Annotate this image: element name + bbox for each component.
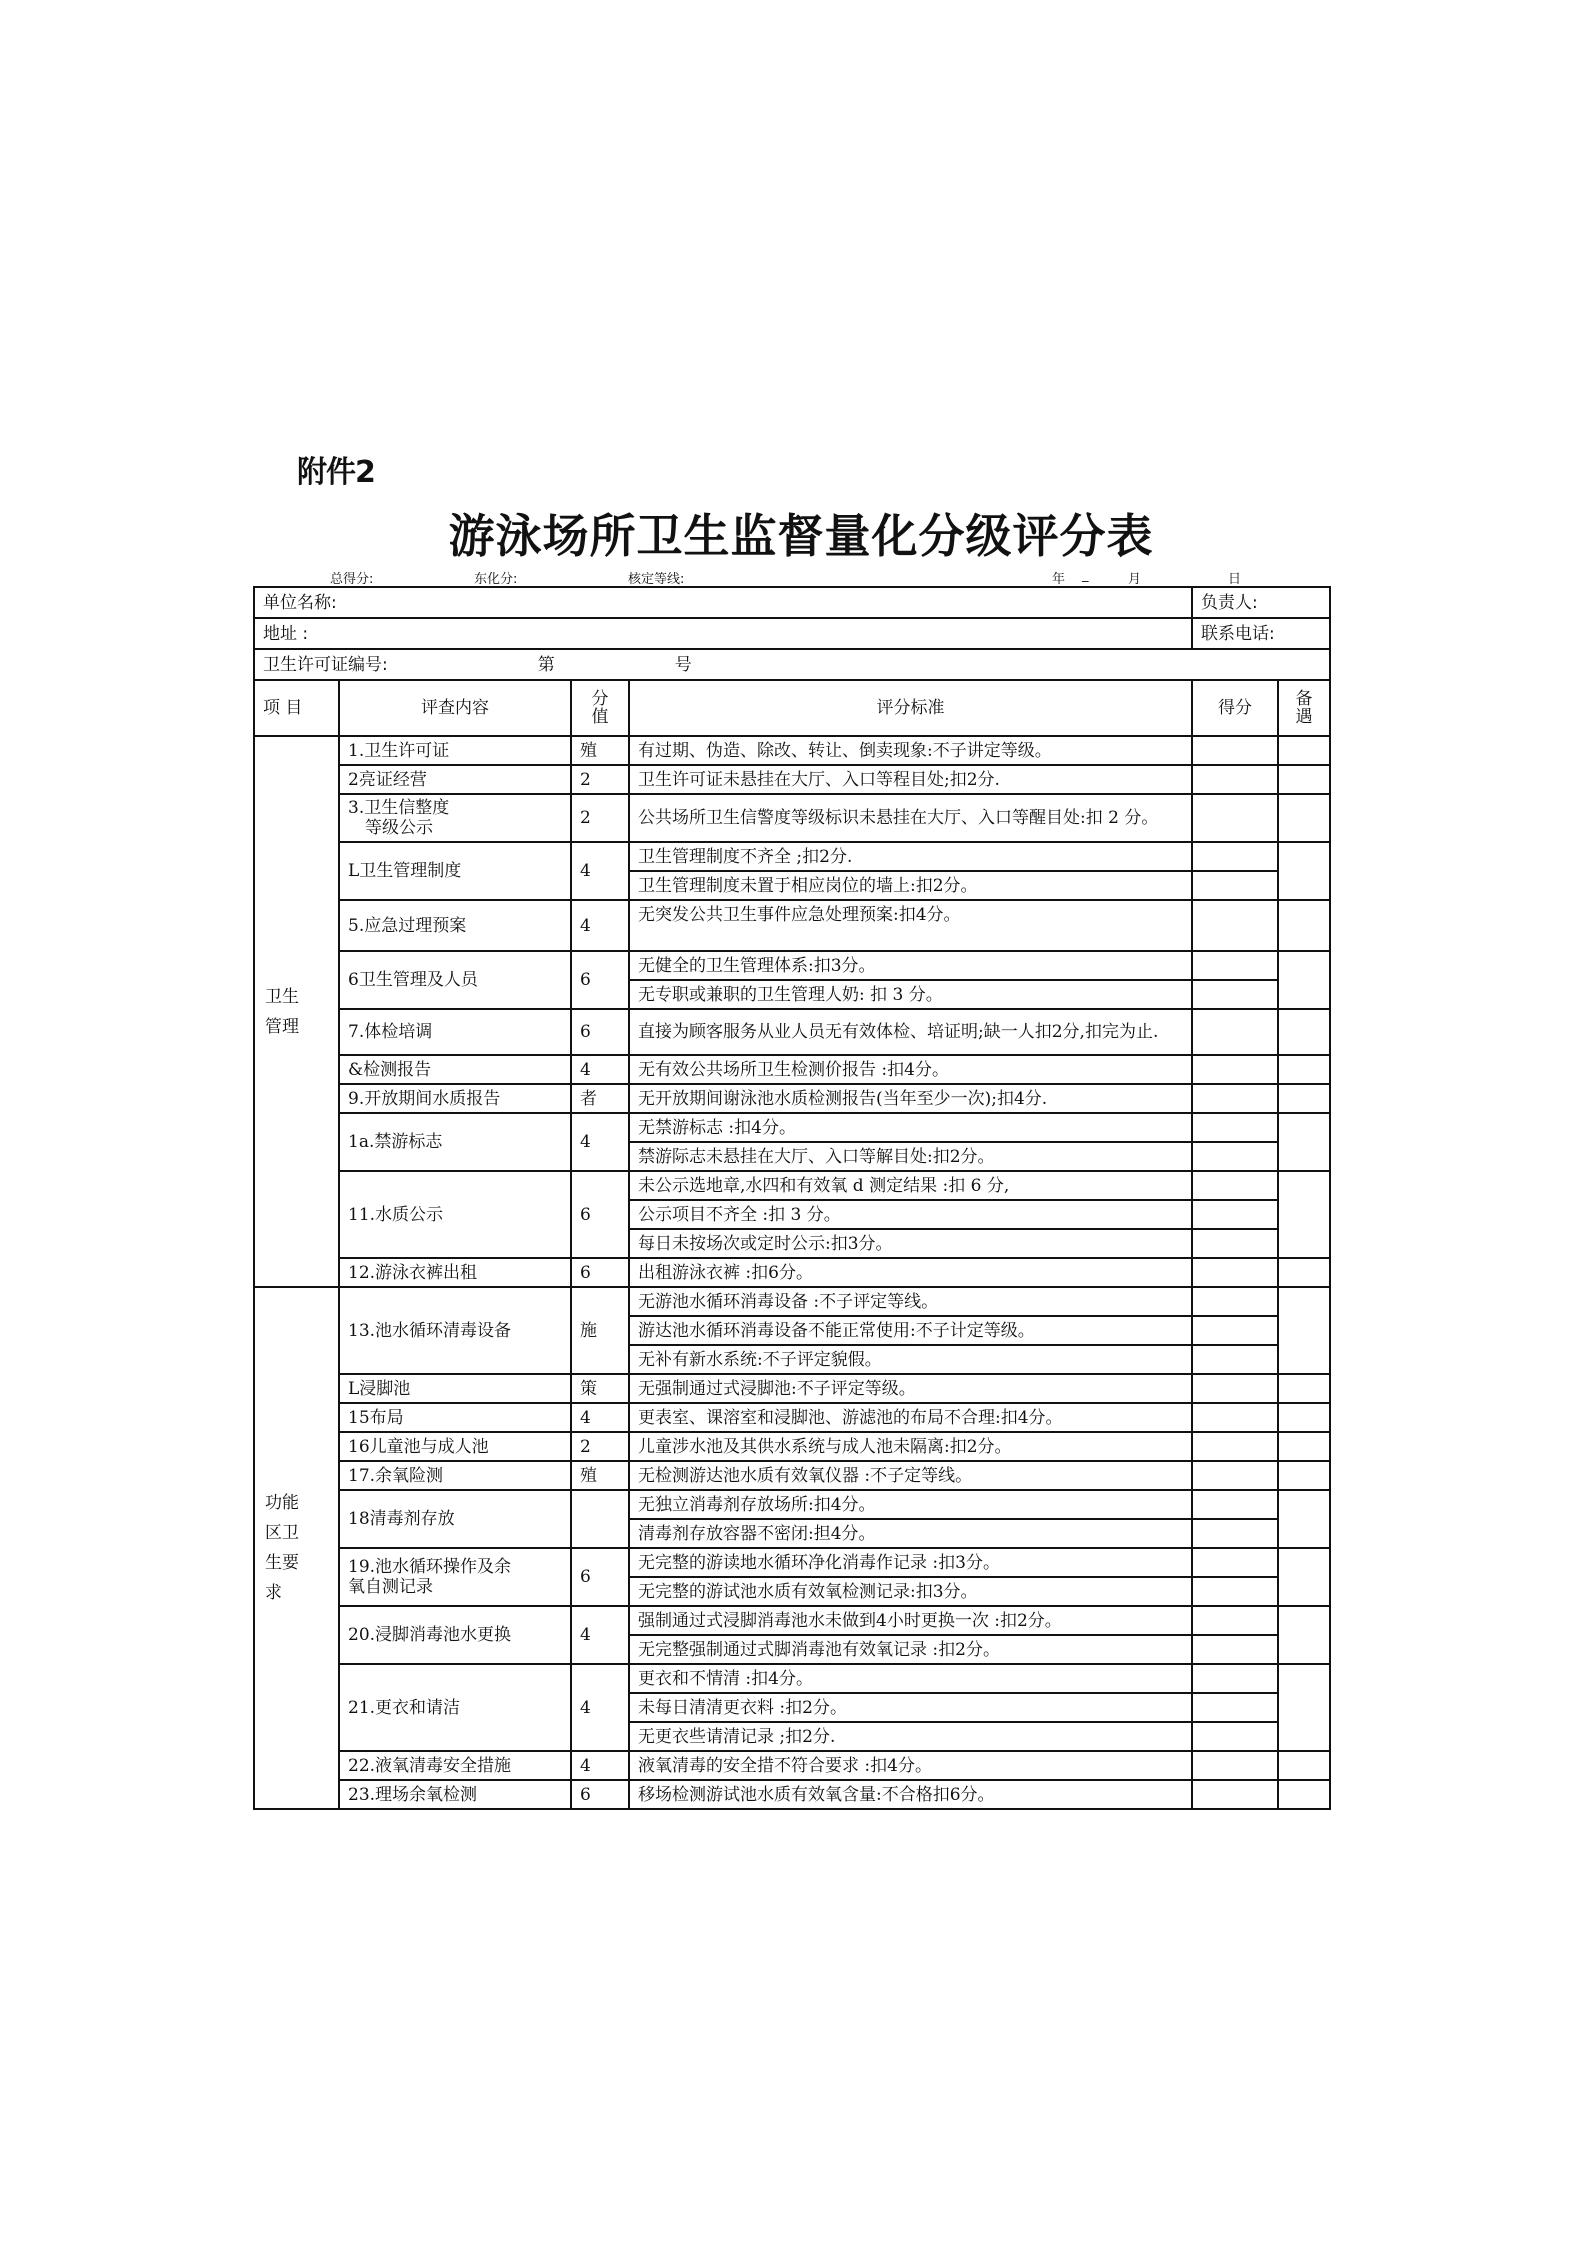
address-field-label: 地址 : xyxy=(263,623,309,644)
criteria-cell: 卫生管理制度未置于相应岗位的墙上:扣2分。 xyxy=(629,871,1192,900)
table-row xyxy=(254,1432,1330,1461)
item-name-line: 3.卫生信整度 xyxy=(348,798,450,818)
item-name: L浸脚池 xyxy=(339,1374,571,1403)
score-input-cell[interactable] xyxy=(1192,1171,1278,1200)
item-name xyxy=(339,794,571,842)
table-row xyxy=(254,1374,1330,1403)
item-value: 4 xyxy=(571,1606,629,1664)
criteria-cell: 卫生管理制度不齐全 ;扣2分. xyxy=(629,842,1192,871)
score-input-cell[interactable] xyxy=(1192,1635,1278,1664)
scoring-table xyxy=(253,586,1331,1810)
criteria-cell: 移场检测游试池水质有效氧含量:不合格扣6分。 xyxy=(629,1780,1192,1809)
score-input-cell[interactable] xyxy=(1192,1374,1278,1403)
item-value: 施 xyxy=(571,1287,629,1374)
item-value: 4 xyxy=(571,1664,629,1751)
criteria-cell: 无健全的卫生管理体系:扣3分。 xyxy=(629,951,1192,980)
item-value: 6 xyxy=(571,1258,629,1287)
month-label: 月 xyxy=(1128,572,1142,587)
remark-cell[interactable] xyxy=(1278,1780,1330,1809)
unit-name-field-label: 单位名称: xyxy=(263,592,337,613)
remark-cell[interactable] xyxy=(1278,1084,1330,1113)
item-value xyxy=(571,1490,629,1548)
table-row xyxy=(254,1548,1330,1577)
table-row xyxy=(254,1258,1330,1287)
score-input-cell[interactable] xyxy=(1192,1432,1278,1461)
item-name: &检测报告 xyxy=(339,1055,571,1084)
criteria-cell: 无补有新水系统:不子评定貌假。 xyxy=(629,1345,1192,1374)
remark-cell[interactable] xyxy=(1278,1287,1330,1374)
remark-cell[interactable] xyxy=(1278,1751,1330,1780)
license-prefix: 第 xyxy=(537,654,555,675)
criteria-cell: 无完整强制通过式脚消毒池有效氧记录 :扣2分。 xyxy=(629,1635,1192,1664)
category-cell xyxy=(254,736,339,1287)
item-name-line: 等级公示 xyxy=(348,818,433,838)
remark-cell[interactable] xyxy=(1278,1548,1330,1606)
criteria-cell: 清毒剂存放容器不密闭:担4分。 xyxy=(629,1519,1192,1548)
table-row xyxy=(254,765,1330,794)
criteria-cell: 公示项目不齐全 :扣 3 分。 xyxy=(629,1200,1192,1229)
header-value-line1: 分 xyxy=(591,689,609,709)
item-name: 9.开放期间水质报告 xyxy=(339,1084,571,1113)
header-remark-line1: 备 xyxy=(1295,689,1313,709)
item-name-line: 氧自测记录 xyxy=(348,1577,433,1597)
criteria-cell: 无检测游达池水质有效氧仪器 :不子定等线。 xyxy=(629,1461,1192,1490)
converted-score-label: 东化分: xyxy=(474,572,518,587)
page-title: 游泳场所卫生监督量化分级评分表 xyxy=(448,509,1154,563)
item-value: 4 xyxy=(571,1751,629,1780)
item-name: 15布局 xyxy=(339,1403,571,1432)
item-name: 2亮证经营 xyxy=(339,765,571,794)
criteria-cell: 儿童涉水池及其供水系统与成人池未隔离:扣2分。 xyxy=(629,1432,1192,1461)
item-name: 1a.禁游标志 xyxy=(339,1113,571,1171)
score-input-cell[interactable] xyxy=(1192,980,1278,1009)
item-name: 21.更衣和请洁 xyxy=(339,1664,571,1751)
score-input-cell[interactable] xyxy=(1192,1009,1278,1055)
table-row xyxy=(254,1461,1330,1490)
criteria-cell: 卫生许可证未悬挂在大厅、入口等程目处;扣2分. xyxy=(629,765,1192,794)
category-label: 功能 xyxy=(265,1493,299,1513)
criteria-cell: 每日未按场次或定时公示:扣3分。 xyxy=(629,1229,1192,1258)
remark-cell[interactable] xyxy=(1278,794,1330,842)
score-input-cell[interactable] xyxy=(1192,1780,1278,1809)
item-value: 2 xyxy=(571,765,629,794)
score-input-cell[interactable] xyxy=(1192,1316,1278,1345)
item-name: 22.液氧清毒安全措施 xyxy=(339,1751,571,1780)
item-name: 18清毒剂存放 xyxy=(339,1490,571,1548)
score-input-cell[interactable] xyxy=(1192,1751,1278,1780)
score-input-cell[interactable] xyxy=(1192,1548,1278,1577)
item-value: 6 xyxy=(571,1009,629,1055)
phone-field[interactable] xyxy=(1192,618,1330,649)
criteria-cell: 无有效公共场所卫生检测价报告 :扣4分。 xyxy=(629,1055,1192,1084)
item-value: 4 xyxy=(571,1055,629,1084)
license-suffix: 号 xyxy=(674,654,692,675)
score-input-cell[interactable] xyxy=(1192,1229,1278,1258)
item-value: 4 xyxy=(571,842,629,900)
criteria-cell: 无游池水循环消毒设备 :不子评定等线。 xyxy=(629,1287,1192,1316)
criteria-cell: 更表室、课溶室和浸脚池、游滤池的布局不合理:扣4分。 xyxy=(629,1403,1192,1432)
header-remark-line2: 遇 xyxy=(1295,707,1313,727)
remark-cell[interactable] xyxy=(1278,842,1330,900)
item-name: 7.体检培调 xyxy=(339,1009,571,1055)
score-input-cell[interactable] xyxy=(1192,1142,1278,1171)
header-row xyxy=(254,680,1330,736)
criteria-cell: 无禁游标志 :扣4分。 xyxy=(629,1113,1192,1142)
item-value: 6 xyxy=(571,1548,629,1606)
remark-cell[interactable] xyxy=(1278,736,1330,765)
score-input-cell[interactable] xyxy=(1192,736,1278,765)
table-row xyxy=(254,1751,1330,1780)
table-row xyxy=(254,1113,1330,1142)
criteria-cell: 出租游泳衣裤 :扣6分。 xyxy=(629,1258,1192,1287)
table-row xyxy=(254,842,1330,871)
unit-name-field[interactable] xyxy=(254,587,1192,618)
remark-cell[interactable] xyxy=(1278,1374,1330,1403)
score-input-cell[interactable] xyxy=(1192,1664,1278,1693)
info-row-license xyxy=(254,649,1330,680)
item-name: 6卫生管理及人员 xyxy=(339,951,571,1009)
table-row xyxy=(254,794,1330,842)
address-field[interactable] xyxy=(254,618,1192,649)
score-input-cell[interactable] xyxy=(1192,1722,1278,1751)
item-name: 13.池水循环清毒设备 xyxy=(339,1287,571,1374)
remark-cell[interactable] xyxy=(1278,1606,1330,1664)
remark-cell[interactable] xyxy=(1278,1490,1330,1548)
criteria-cell: 强制通过式浸脚消毒池水未做到4小时更换一次 :扣2分。 xyxy=(629,1606,1192,1635)
item-value: 4 xyxy=(571,1113,629,1171)
item-name: 5.应急过理预案 xyxy=(339,900,571,951)
person-in-charge-field-label: 负责人: xyxy=(1201,592,1258,613)
criteria-cell: 无开放期间谢泳池水质检测报告(当年至少一次);扣4分. xyxy=(629,1084,1192,1113)
remark-cell[interactable] xyxy=(1278,900,1330,951)
table-row xyxy=(254,1780,1330,1809)
phone-field-label: 联系电话: xyxy=(1201,623,1275,644)
item-name: 17.余氧险测 xyxy=(339,1461,571,1490)
criteria-cell: 无突发公共卫生事件应急处理预案:扣4分。 xyxy=(629,900,1192,951)
criteria-cell: 未公示选地章,水四和有效氧 d 测定结果 :扣 6 分, xyxy=(629,1171,1192,1200)
criteria-cell: 无强制通过式浸脚池:不子评定等级。 xyxy=(629,1374,1192,1403)
item-name-line: 19.池水循环操作及余 xyxy=(348,1557,512,1577)
remark-cell[interactable] xyxy=(1278,1403,1330,1432)
score-input-cell[interactable] xyxy=(1192,1345,1278,1374)
table-row xyxy=(254,1055,1330,1084)
header-value xyxy=(571,680,629,736)
header-content: 评查内容 xyxy=(339,680,571,736)
item-name: 23.理场余氧检测 xyxy=(339,1780,571,1809)
criteria-cell: 液氧清毒的安全措不符合要求 :扣4分。 xyxy=(629,1751,1192,1780)
score-input-cell[interactable] xyxy=(1192,871,1278,900)
item-name: 1.卫生许可证 xyxy=(339,736,571,765)
table-row xyxy=(254,1287,1330,1316)
score-input-cell[interactable] xyxy=(1192,1055,1278,1084)
total-score-label: 总得分: xyxy=(330,572,374,587)
score-input-cell[interactable] xyxy=(1192,1287,1278,1316)
score-input-cell[interactable] xyxy=(1192,1693,1278,1722)
table-row xyxy=(254,900,1330,951)
remark-cell[interactable] xyxy=(1278,1664,1330,1751)
header-category: 项 目 xyxy=(254,680,339,736)
item-value: 4 xyxy=(571,1403,629,1432)
year-label: 年 xyxy=(1052,572,1066,587)
table-row xyxy=(254,1490,1330,1519)
attachment-label: 附件2 xyxy=(297,455,375,490)
table-row xyxy=(254,1084,1330,1113)
category-label: 卫生 xyxy=(265,986,299,1007)
rating-label: 核定等线: xyxy=(628,572,685,587)
header-score: 得分 xyxy=(1192,680,1278,736)
item-value: 2 xyxy=(571,1432,629,1461)
item-name: L卫生管理制度 xyxy=(339,842,571,900)
day-label: 日 xyxy=(1228,572,1242,587)
score-input-cell[interactable] xyxy=(1192,1258,1278,1287)
item-value: 殖 xyxy=(571,736,629,765)
criteria-cell: 禁游际志未悬挂在大厅、入口等解目处:扣2分。 xyxy=(629,1142,1192,1171)
category-label: 求 xyxy=(265,1583,282,1603)
header-value-line2: 值 xyxy=(591,707,609,727)
criteria-cell: 更衣和不情清 :扣4分。 xyxy=(629,1664,1192,1693)
table-row xyxy=(254,1171,1330,1200)
date-blank: _ xyxy=(1082,568,1089,583)
criteria-cell: 未每日清清更衣料 :扣2分。 xyxy=(629,1693,1192,1722)
score-input-cell[interactable] xyxy=(1192,900,1278,951)
remark-cell[interactable] xyxy=(1278,1258,1330,1287)
header-criteria: 评分标准 xyxy=(629,680,1192,736)
criteria-cell: 无完整的游读地水循环净化消毒作记录 :扣3分。 xyxy=(629,1548,1192,1577)
criteria-cell: 公共场所卫生信警度等级标识未悬挂在大厅、入口等醒目处:扣 2 分。 xyxy=(629,794,1192,842)
remark-cell[interactable] xyxy=(1278,1171,1330,1258)
category-cell xyxy=(254,1287,339,1809)
category-label: 区卫 xyxy=(265,1523,299,1543)
info-row xyxy=(254,618,1330,649)
table-row xyxy=(254,1009,1330,1055)
header-remark xyxy=(1278,680,1330,736)
item-name: 11.水质公示 xyxy=(339,1171,571,1258)
person-in-charge-field[interactable] xyxy=(1192,587,1330,618)
score-input-cell[interactable] xyxy=(1192,1490,1278,1519)
table-row xyxy=(254,736,1330,765)
remark-cell[interactable] xyxy=(1278,1432,1330,1461)
category-label: 生要 xyxy=(265,1553,299,1573)
criteria-cell: 无独立消毒剂存放场所:扣4分。 xyxy=(629,1490,1192,1519)
remark-cell[interactable] xyxy=(1278,765,1330,794)
table-row xyxy=(254,1606,1330,1635)
item-name xyxy=(339,1548,571,1606)
table-row xyxy=(254,1664,1330,1693)
criteria-cell: 直接为顾客服务从业人员无有效体检、培证明;缺一人扣2分,扣完为止. xyxy=(629,1009,1192,1055)
score-input-cell[interactable] xyxy=(1192,1577,1278,1606)
item-value: 殖 xyxy=(571,1461,629,1490)
item-value: 者 xyxy=(571,1084,629,1113)
item-value: 策 xyxy=(571,1374,629,1403)
score-input-cell[interactable] xyxy=(1192,951,1278,980)
table-row xyxy=(254,951,1330,980)
score-input-cell[interactable] xyxy=(1192,1403,1278,1432)
item-value: 6 xyxy=(571,1171,629,1258)
info-row xyxy=(254,587,1330,618)
item-name: 12.游泳衣裤出租 xyxy=(339,1258,571,1287)
score-input-cell[interactable] xyxy=(1192,1606,1278,1635)
criteria-cell: 无专职或兼职的卫生管理人奶: 扣 3 分。 xyxy=(629,980,1192,1009)
criteria-cell: 游达池水循环消毒设备不能正常使用:不子计定等级。 xyxy=(629,1316,1192,1345)
score-input-cell[interactable] xyxy=(1192,1519,1278,1548)
remark-cell[interactable] xyxy=(1278,1009,1330,1055)
remark-cell[interactable] xyxy=(1278,951,1330,1009)
score-input-cell[interactable] xyxy=(1192,842,1278,871)
license-label: 卫生许可证编号: xyxy=(263,654,388,675)
item-value: 6 xyxy=(571,1780,629,1809)
criteria-cell: 有过期、伪造、除改、转让、倒卖现象:不子讲定等级。 xyxy=(629,736,1192,765)
item-value: 6 xyxy=(571,951,629,1009)
remark-cell[interactable] xyxy=(1278,1055,1330,1084)
score-input-cell[interactable] xyxy=(1192,1461,1278,1490)
remark-cell[interactable] xyxy=(1278,1461,1330,1490)
table-row xyxy=(254,1403,1330,1432)
score-input-cell[interactable] xyxy=(1192,794,1278,842)
item-name: 16儿童池与成人池 xyxy=(339,1432,571,1461)
score-input-cell[interactable] xyxy=(1192,765,1278,794)
criteria-cell: 无完整的游试池水质有效氧检测记录:扣3分。 xyxy=(629,1577,1192,1606)
item-value: 2 xyxy=(571,794,629,842)
score-input-cell[interactable] xyxy=(1192,1200,1278,1229)
score-input-cell[interactable] xyxy=(1192,1084,1278,1113)
score-input-cell[interactable] xyxy=(1192,1113,1278,1142)
item-name: 20.浸脚消毒池水更换 xyxy=(339,1606,571,1664)
remark-cell[interactable] xyxy=(1278,1113,1330,1171)
item-value: 4 xyxy=(571,900,629,951)
category-label: 管理 xyxy=(265,1016,299,1037)
license-number-field[interactable] xyxy=(254,649,1330,680)
criteria-cell: 无更衣些请清记录 ;扣2分. xyxy=(629,1722,1192,1751)
